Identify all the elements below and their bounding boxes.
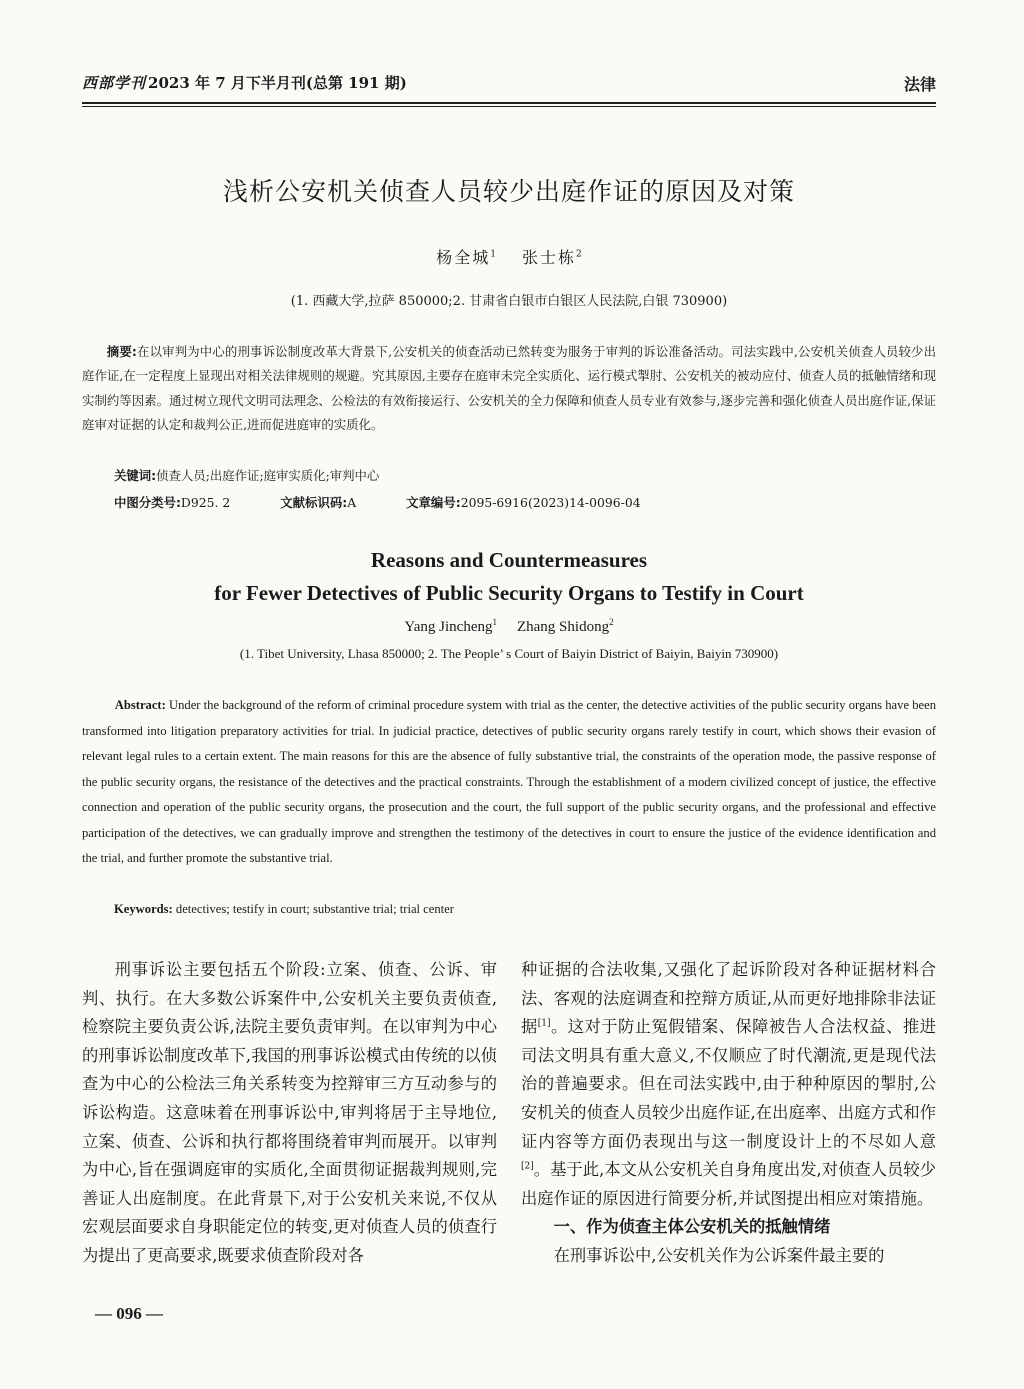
author-name: 张士栋 [522, 248, 577, 267]
citation-ref[interactable]: [1] [537, 1018, 551, 1029]
running-header [82, 72, 936, 100]
article-title-en-line1: Reasons and Countermeasures [370, 548, 648, 572]
body-text: 。这对于防止冤假错案、保障被告人合法权益、推进司法文明具有重大意义,不仅顺应了时代潮流,更是现代法治的普遍要求。但在司法实践中,由于种种原因的掣肘,公安机关的侦查人员较少出庭作证,在出庭率、出庭方式和作证内容等方面仍表现出与这一制度设计上的不尽如人意 [521, 1017, 936, 1151]
abstract-text-en: Under the background of the reform of criminal procedure system with trial as the center, the detective activities of the public security organs have been transformed into litigation preparatory activities for trial. In judicial practice, detectives of public security organs rarely testify in court, which shows their evasion of relevant legal rules to a certain extent. The main reasons for this are the absence of fully substantive trial, the constraints of the operation mode, the passive response of the public security organs, the resistance of the detectives and the practical constraints. Through the establishment of a modern civilized concept of justice, the effective connection and operation of the public security organs, the prosecution and the court, the full support of the public security organs, and the professional and effective participation of the detectives, we can gradually improve and strengthen the testimony of the detectives in court to ensure the justice of the evidence identification and the trial, and further promote the substantive trial. [82, 698, 936, 865]
body-paragraph: 刑事诉讼主要包括五个阶段:立案、侦查、公诉、审判、执行。在大多数公诉案件中,公安机关主要负责侦查,检察院主要负责公诉,法院主要负责审判。在以审判为中心的刑事诉讼制度改革下,我国的刑事诉讼模式由传统的以侦查为中心的公检法三角关系转变为控辩审三方互动参与的诉讼构造。这意味着在刑事诉讼中,审判将居于主导地位,立案、侦查、公诉和执行都将围绕着审判而展开。以审判为中心,旨在强调庭审的实质化,全面贯彻证据裁判规则,完善证人出庭制度。在此背景下,对于公安机关来说,不仅从宏观层面要求自身职能定位的转变,更对侦查人员的侦查行为提出了更高要求,既要求侦查阶段对各 [82, 960, 497, 1265]
abstract-en [82, 693, 936, 872]
keywords-cn [114, 466, 379, 484]
affiliation-cn: (1. 西藏大学,拉萨 850000;2. 甘肃省白银市白银区人民法院,白银 730900) [290, 294, 728, 309]
author-affiliation-mark: 2 [576, 249, 582, 260]
keywords-en [114, 902, 454, 917]
body-paragraph [521, 956, 936, 1213]
body-paragraph: 在刑事诉讼中,公安机关作为公诉案件最主要的 [553, 1245, 885, 1265]
abstract-text-cn: 在以审判为中心的刑事诉讼制度改革大背景下,公安机关的侦查活动已然转变为服务于审判的诉讼准备活动。司法实践中,公安机关侦查人员较少出庭作证,在一定程度上显现出对相关法律规则的规避。究其原因,主要存在庭审未完全实质化、运行模式掣肘、公安机关的被动应付、侦查人员的抵触情绪和现实制约等因素。通过树立现代文明司法理念、公检法的有效衔接运行、公安机关的全力保障和侦查人员专业有效参与,逐步完善和强化侦查人员出庭作证,保证庭审对证据的认定和裁判公正,进而促进庭审的实质化。 [82, 344, 936, 432]
article-title-cn: 浅析公安机关侦查人员较少出庭作证的原因及对策 [222, 177, 795, 206]
header-rule-thick [82, 102, 936, 104]
clc-label: 中图分类号: [114, 495, 181, 510]
page-number: — 096 — [95, 1304, 163, 1323]
doc-code-label: 文献标识码: [280, 495, 348, 510]
body-text: 种证据的合法收集,又强化了起诉阶段对各种证据材料合法、客观的法庭调查和控辩方质证,从而更好地排除非法证据 [521, 960, 936, 1037]
body-text: 。基于此,本文从公安机关自身角度出发,对侦查人员较少出庭作证的原因进行简要分析,并试图提出相应对策措施。 [521, 1160, 936, 1208]
clc-value: D925. 2 [180, 495, 231, 510]
section-heading: 一、作为侦查主体公安机关的抵触情绪 [553, 1217, 831, 1237]
author-affiliation-mark: 1 [490, 249, 496, 260]
author-affiliation-mark: 2 [609, 617, 614, 627]
section-label: 法律 [903, 75, 936, 94]
article-number-label: 文章编号: [406, 495, 461, 510]
abstract-label-en: Abstract: [114, 698, 166, 712]
journal-issue-line [82, 72, 407, 93]
abstract-label-cn: 摘要: [106, 344, 137, 359]
body-column-right [521, 956, 936, 1271]
author-name: 杨全城 [436, 248, 491, 267]
author-name-en: Zhang Shidong [516, 619, 610, 635]
classification-line [114, 493, 641, 511]
author-affiliation-mark: 1 [492, 617, 497, 627]
article-title-en-line2: for Fewer Detectives of Public Security Organs to Testify in Court [214, 581, 804, 605]
keywords-label-cn: 关键词: [114, 468, 157, 483]
authors-cn [82, 245, 936, 268]
issue-info: 2023 年 7 月下半月刊(总第 191 期) [148, 74, 407, 92]
keywords-text-en: detectives; testify in court; substantive trial; trial center [175, 902, 454, 916]
journal-logo: 西部学刊 [82, 74, 147, 92]
citation-ref[interactable]: [2] [521, 1161, 534, 1172]
article-number-value: 2095-6916(2023)14-0096-04 [460, 495, 641, 510]
affiliation-en: (1. Tibet University, Lhasa 850000; 2. The People’ s Court of Baiyin District of Baiyin, Baiyin 730900) [239, 646, 779, 661]
keywords-text-cn: 侦查人员;出庭作证;庭审实质化;审判中心 [156, 468, 380, 483]
body-column-left [82, 956, 497, 1271]
abstract-cn [82, 340, 936, 437]
doc-code-value: A [347, 495, 357, 510]
keywords-label-en: Keywords: [114, 902, 173, 916]
authors-en [82, 617, 936, 636]
author-name-en: Yang Jincheng [404, 619, 493, 635]
header-rule-thin [82, 106, 936, 107]
